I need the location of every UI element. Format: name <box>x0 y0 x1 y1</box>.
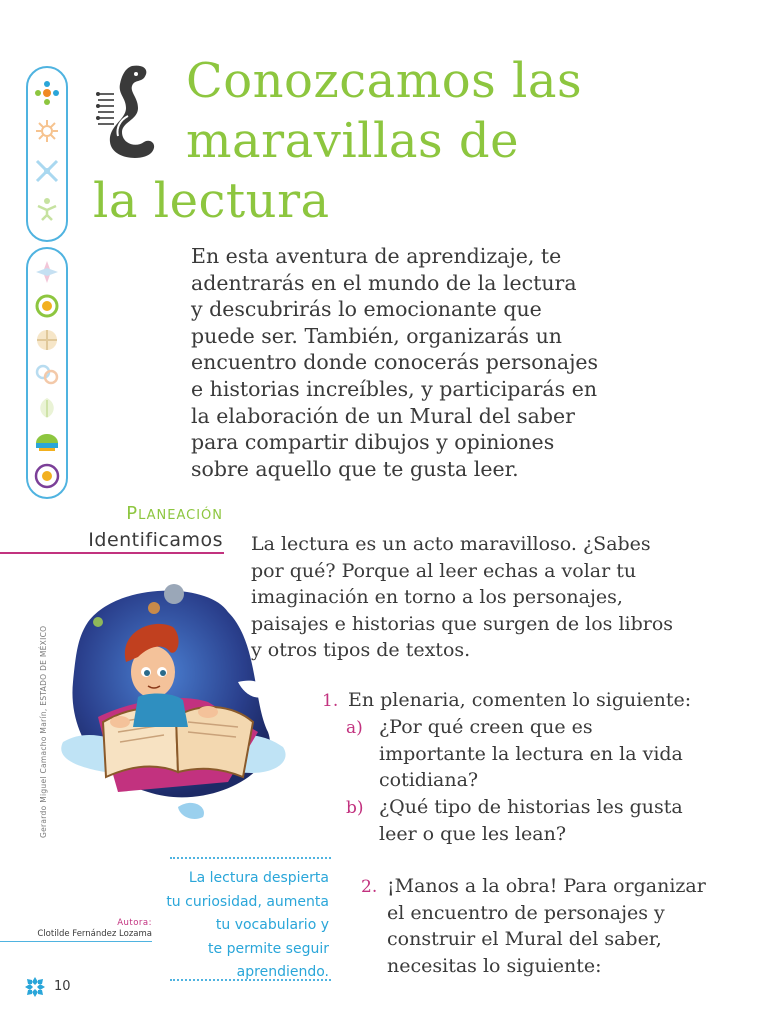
reading-boy-illustration <box>58 582 298 847</box>
section-label: Identificamos <box>88 529 223 551</box>
intro-line: puede ser. También, organizarás un <box>191 323 562 348</box>
flower-pattern-icon <box>24 976 46 998</box>
activity-line: el encuentro de personajes y <box>387 901 665 924</box>
quote-line: aprendiendo. <box>236 964 329 980</box>
phase-label: Planeación <box>126 503 223 524</box>
subitem-letter: b) <box>346 798 364 818</box>
community-icon <box>34 80 60 106</box>
subitem-line: leer o que les lean? <box>379 822 567 845</box>
activity-text: En plenaria, comenten lo siguiente: <box>348 689 692 711</box>
side-icon-strip-top <box>26 66 68 242</box>
intro-line: la elaboración de un Mural del saber <box>191 403 575 428</box>
illustration-credit: Gerardo Miguel Camacho Marín, ESTADO DE MÉXICO <box>39 625 48 838</box>
intro-line: En esta aventura de aprendizaje, te <box>191 244 562 268</box>
quote-box <box>166 857 331 981</box>
spiral-icon <box>34 463 60 489</box>
page-title-line-1: Conozcamos las <box>186 53 583 109</box>
quote-line: te permite seguir <box>208 940 329 957</box>
side-icon-strip-bottom <box>26 247 68 499</box>
body-line: por qué? Porque al leer echas a volar tu <box>251 559 637 582</box>
sphere-icon <box>34 327 60 353</box>
intro-line: e historias increíbles, y participarás en <box>191 376 598 401</box>
quote-line: La lectura despierta <box>188 870 329 886</box>
intro-line: adentrarás en el mundo de la lectura <box>191 270 577 295</box>
author-name: Clotilde Fernández Lozama <box>0 929 152 942</box>
subitem-letter: a) <box>346 718 363 738</box>
figure-icon <box>34 196 60 222</box>
circle-gold-icon <box>34 293 60 319</box>
page-number: 10 <box>54 979 71 994</box>
activity-number: 2. <box>361 877 378 897</box>
activity-line: necesitas lo siguiente: <box>387 954 602 977</box>
subitem-line: ¿Qué tipo de historias les gusta <box>379 796 683 818</box>
page-title-line-3: la lectura <box>93 173 330 229</box>
loop-icon <box>34 361 60 387</box>
section-divider <box>0 552 224 554</box>
body-line: y otros tipos de textos. <box>251 639 471 662</box>
intro-line: sobre aquello que te gusta leer. <box>191 456 519 481</box>
intro-paragraph <box>191 243 631 482</box>
page-title-line-2: maravillas de <box>186 113 520 169</box>
activity-line: ¡Manos a la obra! Para organizar <box>387 875 706 897</box>
compass-icon <box>34 259 60 285</box>
seahorse-glyph-icon <box>92 60 162 164</box>
author-label: Autora: <box>117 918 152 928</box>
activity-number: 1. <box>322 691 339 711</box>
quote-line: tu curiosidad, aumenta <box>166 893 329 910</box>
activity-line: construir el Mural del saber, <box>387 928 662 951</box>
intro-line: y descubrirás lo emocionante que <box>191 297 542 322</box>
intro-line: para compartir dibujos y opiniones <box>191 430 555 455</box>
quote-line: tu vocabulario y <box>215 917 329 933</box>
subitem-line: importante la lectura en la vida <box>379 742 683 765</box>
leaf-icon <box>34 395 60 421</box>
subitem-line: ¿Por qué creen que es <box>379 716 593 738</box>
subitem-line: cotidiana? <box>379 769 479 792</box>
body-line: La lectura es un acto maravilloso. ¿Sabes <box>251 533 651 555</box>
body-line: paisajes e historias que surgen de los libros <box>251 612 674 635</box>
body-line: imaginación en torno a los personajes, <box>251 586 623 609</box>
intro-line: encuentro donde conocerás personajes <box>191 350 599 375</box>
flower-icon <box>34 158 60 184</box>
sun-icon <box>34 118 60 144</box>
body-paragraph <box>251 531 681 664</box>
bowl-icon <box>34 429 60 455</box>
